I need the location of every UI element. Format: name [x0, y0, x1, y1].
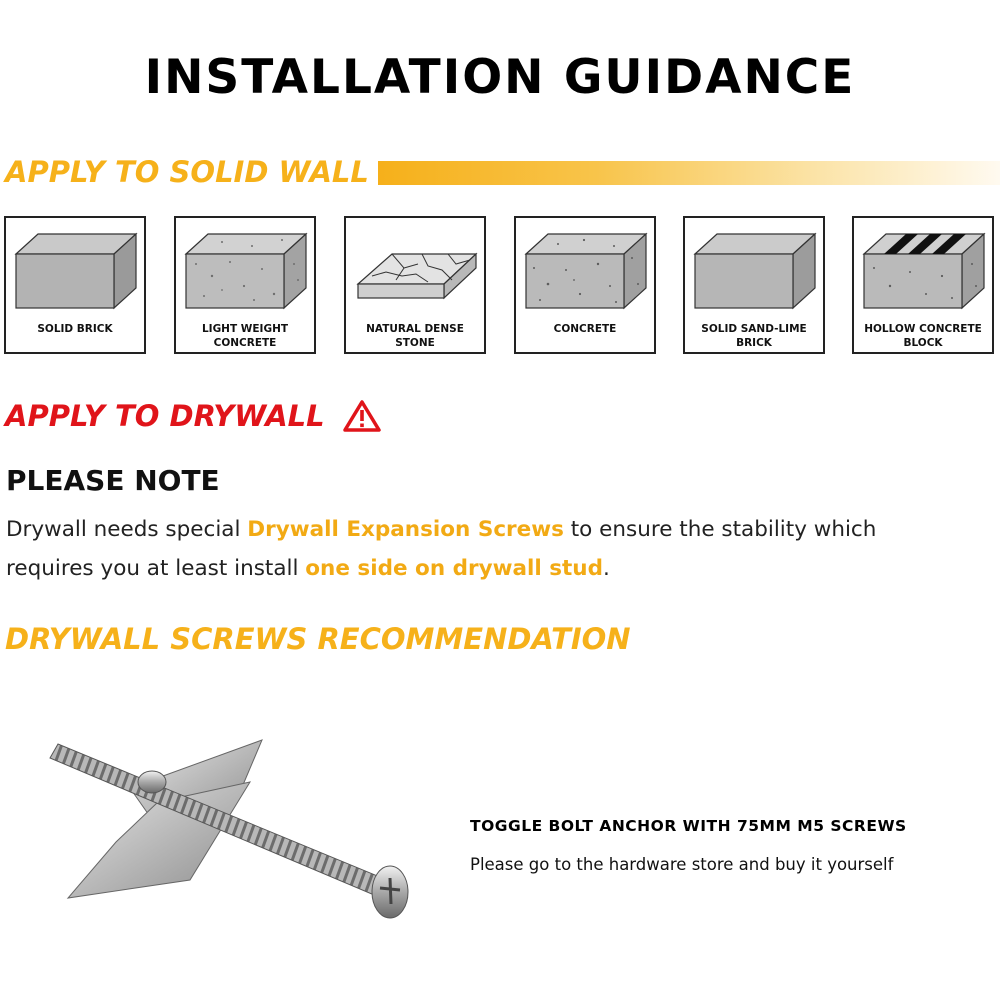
- wall-label: CONCRETE: [553, 323, 617, 335]
- solid-wall-heading: APPLY TO SOLID WALL: [5, 155, 369, 189]
- wall-label: SOLID SAND-LIME BRICK: [701, 323, 807, 349]
- solid-sand-lime-brick-icon: [691, 224, 819, 316]
- screws-recommendation-heading: DRYWALL SCREWS RECOMMENDATION: [5, 622, 631, 656]
- warning-icon: [342, 399, 382, 433]
- hollow-concrete-block-icon: [860, 224, 988, 316]
- wall-label: HOLLOW CONCRETE BLOCK: [864, 323, 982, 349]
- wall-card-light-weight-concrete: [174, 216, 316, 354]
- wall-card-natural-dense-stone: [344, 216, 486, 354]
- wall-label: SOLID BRICK: [37, 323, 113, 335]
- note-text: Drywall needs special: [6, 517, 248, 542]
- note-text: .: [603, 556, 610, 581]
- wall-card-hollow-concrete-block: [852, 216, 994, 354]
- note-text: to ensure the stability which requires you at least install: [6, 517, 877, 581]
- wall-label: NATURAL DENSE STONE: [366, 323, 464, 349]
- wall-card-solid-sand-lime-brick: [683, 216, 825, 354]
- drywall-heading: APPLY TO DRYWALL: [5, 399, 325, 433]
- light-weight-concrete-icon: [182, 224, 310, 316]
- note-heading: PLEASE NOTE: [6, 464, 220, 497]
- page-title: INSTALLATION GUIDANCE: [144, 50, 856, 105]
- wall-card-concrete: [514, 216, 656, 354]
- product-description: Please go to the hardware store and buy it yourself: [470, 855, 894, 874]
- concrete-icon: [522, 224, 650, 316]
- note-paragraph: [6, 510, 966, 588]
- note-highlight: Drywall Expansion Screws: [247, 517, 564, 542]
- heading-accent-bar: [378, 161, 1000, 185]
- solid-brick-icon: [12, 224, 140, 316]
- wall-card-solid-brick: [4, 216, 146, 354]
- wall-label: LIGHT WEIGHT CONCRETE: [201, 323, 289, 349]
- natural-dense-stone-icon: [352, 224, 480, 316]
- product-title: TOGGLE BOLT ANCHOR WITH 75MM M5 SCREWS: [470, 817, 907, 835]
- toggle-bolt-anchor-image: [40, 730, 420, 950]
- note-highlight: one side on drywall stud: [305, 556, 603, 581]
